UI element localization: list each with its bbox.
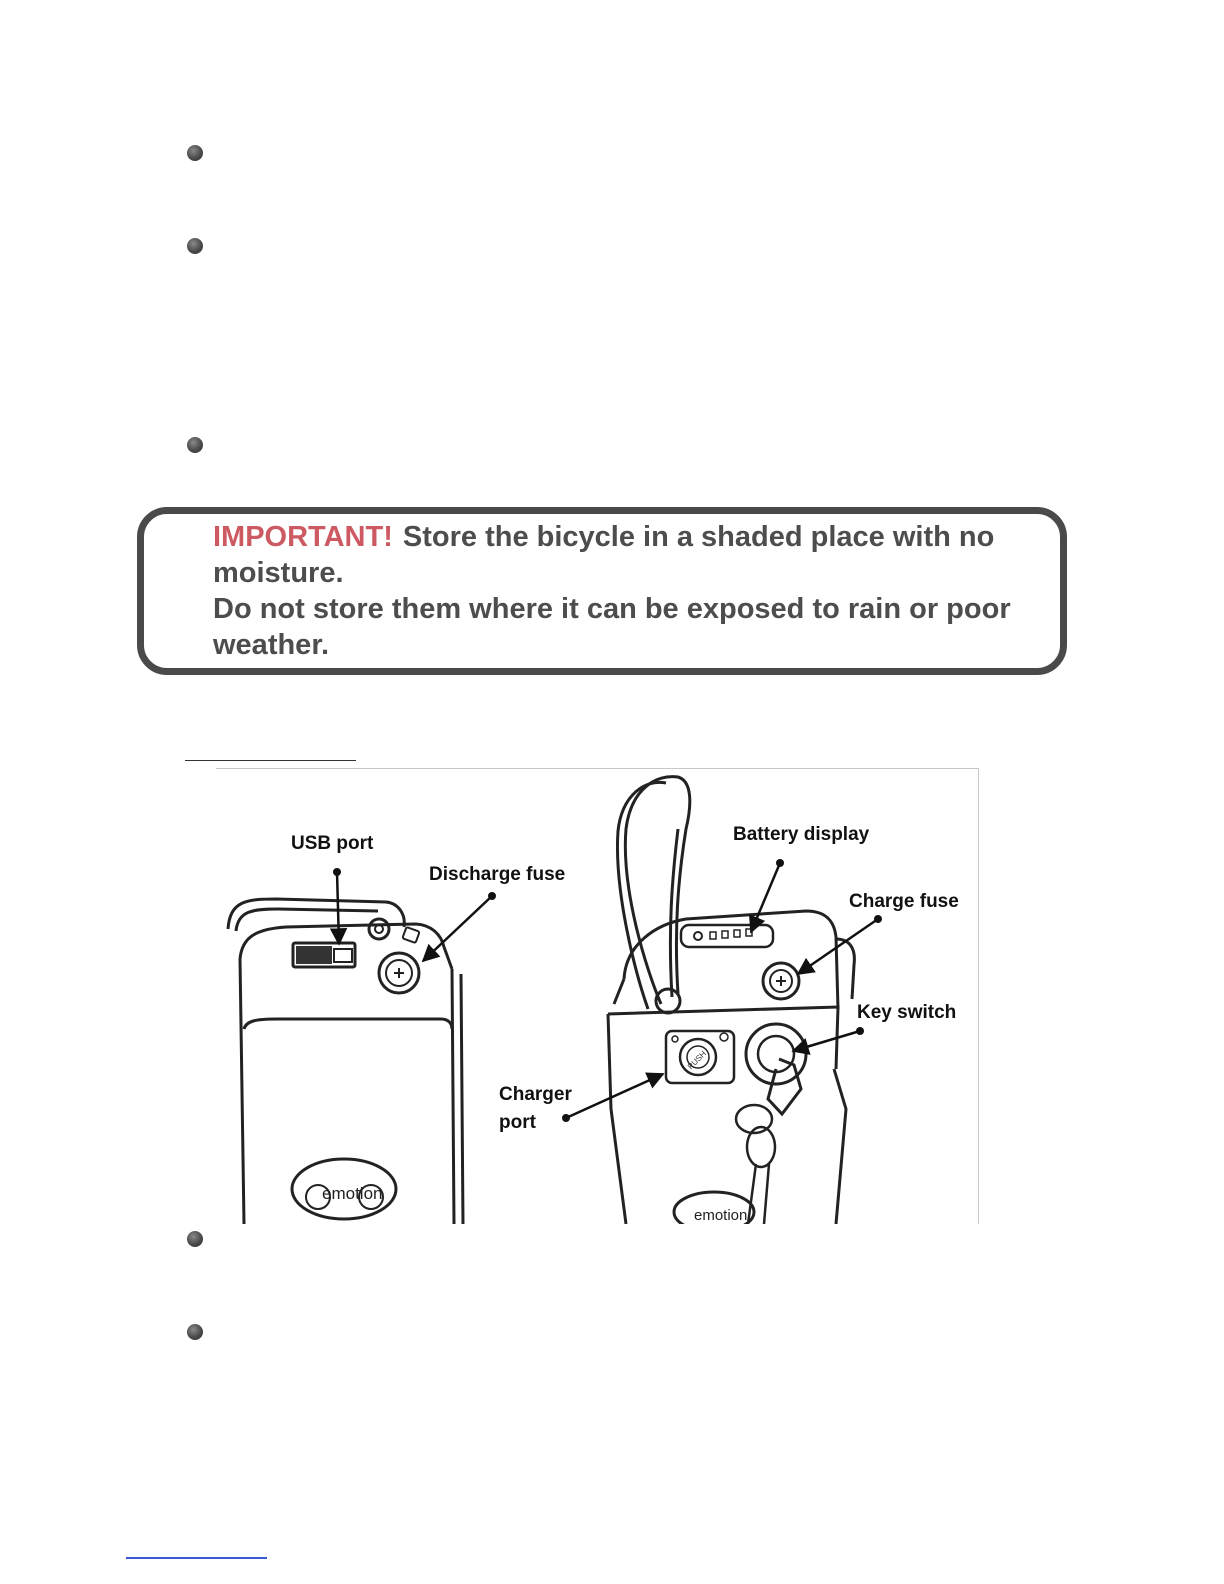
notice-line-1-text: Store the bicycle in a shaded place with no moisture.	[213, 521, 995, 589]
charger-push-text: PUSH	[685, 1049, 709, 1072]
notice-line-1	[213, 519, 1053, 591]
label-discharge-fuse: Discharge fuse	[429, 864, 566, 885]
label-usb-port: USB port	[291, 833, 374, 854]
label-charger-port-2: port	[499, 1112, 536, 1133]
footer-rule	[126, 1557, 267, 1559]
label-key-switch: Key switch	[857, 1002, 957, 1023]
section-heading-rule	[185, 760, 356, 761]
label-charger-port-1: Charger	[499, 1084, 572, 1105]
right-logo-text: emotion	[694, 1207, 748, 1224]
label-charge-fuse: Charge fuse	[849, 891, 959, 912]
notice-line-2: Do not store them where it can be exposed to rain or poor weather.	[213, 593, 1011, 661]
label-battery-display: Battery display	[733, 824, 870, 845]
important-notice-text	[213, 519, 1053, 663]
important-label: IMPORTANT!	[213, 521, 393, 553]
bullet-1	[187, 145, 203, 161]
left-battery	[228, 899, 463, 1224]
left-logo-text: emotion	[322, 1184, 383, 1203]
bullet-3	[187, 437, 203, 453]
bullet-5	[187, 1324, 203, 1340]
left-battery-logo	[306, 1184, 383, 1209]
bullet-4	[187, 1231, 203, 1247]
bullet-2	[187, 238, 203, 254]
battery-diagram	[216, 768, 979, 1224]
